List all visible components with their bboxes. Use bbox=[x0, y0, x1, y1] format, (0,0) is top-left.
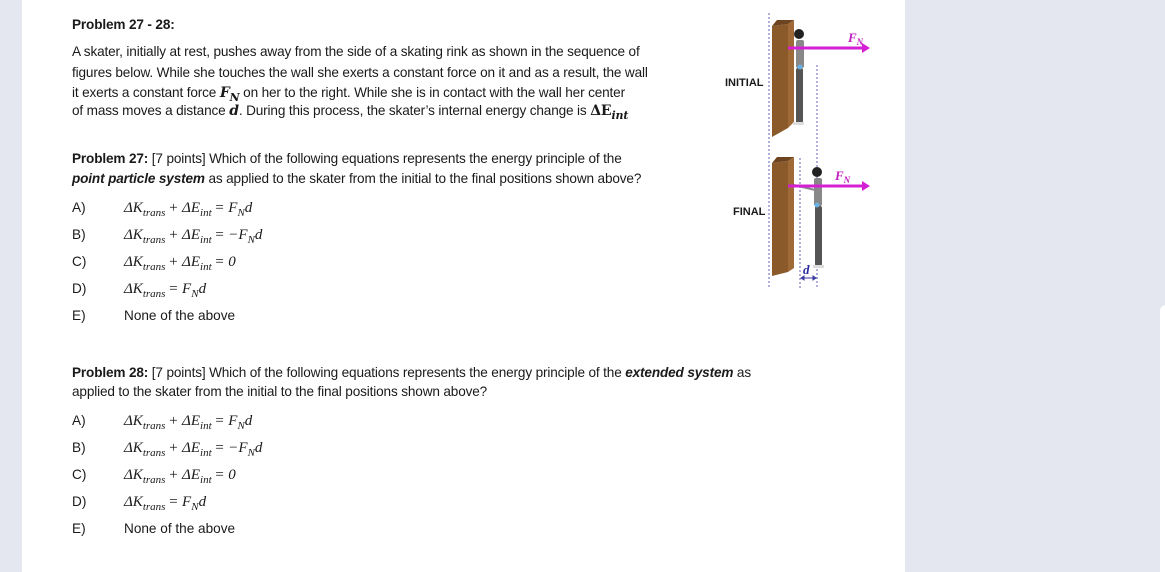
intro-text: of mass moves a distance bbox=[72, 103, 230, 118]
option-label: A) bbox=[72, 200, 86, 215]
skater-figure bbox=[720, 10, 870, 295]
equation-subscript: int bbox=[200, 207, 215, 219]
equation-subscript: trans bbox=[142, 288, 169, 300]
equation-subscript: int bbox=[200, 261, 215, 273]
option-equation bbox=[124, 254, 236, 271]
distance-label: d bbox=[803, 262, 810, 277]
option-text: None of the above bbox=[124, 521, 236, 536]
problem-heading: Problem 27 - 28: bbox=[72, 17, 175, 32]
distance-symbol: d bbox=[229, 103, 239, 119]
equation-term: d bbox=[254, 440, 263, 456]
option-equation bbox=[124, 200, 252, 217]
equation-term: d bbox=[254, 227, 263, 243]
option-label: B) bbox=[72, 440, 86, 455]
option-label: B) bbox=[72, 227, 86, 242]
adjacent-panel-edge bbox=[1160, 305, 1165, 572]
equation-subscript: trans bbox=[142, 474, 169, 486]
equation-term: ΔK bbox=[124, 413, 143, 429]
equation-term: + ΔE bbox=[168, 254, 201, 270]
intro-line-3 bbox=[72, 85, 625, 104]
equation-subscript: int bbox=[200, 420, 215, 432]
option-text: None of the above bbox=[124, 308, 236, 323]
wall-initial bbox=[772, 20, 794, 137]
equation-term: = F bbox=[214, 413, 238, 429]
equation-term: + ΔE bbox=[168, 440, 201, 456]
equation-term: = 0 bbox=[214, 254, 236, 270]
problem-28-line-2: applied to the skater from the initial to the final positions shown above? bbox=[72, 384, 488, 399]
option-label: E) bbox=[72, 308, 86, 323]
option-equation bbox=[124, 440, 262, 457]
option-equation bbox=[124, 467, 236, 484]
equation-term: ΔK bbox=[124, 281, 143, 297]
equation-term: = F bbox=[168, 281, 192, 297]
equation-subscript: trans bbox=[142, 234, 169, 246]
equation-term: = F bbox=[168, 494, 192, 510]
equation-subscript: N bbox=[237, 207, 245, 219]
equation-term: d bbox=[198, 281, 207, 297]
intro-line-1: A skater, initially at rest, pushes away from the side of a skating rink as shown in the sequence of bbox=[72, 44, 640, 59]
equation-term: ΔK bbox=[124, 254, 143, 270]
force-label-final: $F_N$ bbox=[835, 168, 851, 185]
equation-subscript: trans bbox=[142, 501, 169, 513]
equation-term: ΔK bbox=[124, 467, 143, 483]
option-label: A) bbox=[72, 413, 86, 428]
energy-subscript: int bbox=[611, 109, 629, 122]
wall-final bbox=[772, 157, 794, 276]
option-label: D) bbox=[72, 494, 87, 509]
equation-subscript: N bbox=[247, 447, 255, 459]
equation-subscript: trans bbox=[142, 207, 169, 219]
problem-28-text: [7 points] Which of the following equations represents the energy principle of the bbox=[148, 365, 626, 380]
option-equation bbox=[124, 281, 206, 298]
equation-term: d bbox=[244, 200, 253, 216]
equation-term: + ΔE bbox=[168, 467, 201, 483]
energy-symbol: ΔE bbox=[590, 103, 612, 119]
final-label: FINAL bbox=[733, 206, 766, 218]
equation-term: = −F bbox=[214, 440, 248, 456]
equation-subscript: trans bbox=[142, 420, 169, 432]
equation-term: ΔK bbox=[124, 200, 143, 216]
equation-subscript: N bbox=[191, 288, 199, 300]
problem-28-emphasis: extended system bbox=[625, 365, 734, 380]
skater-initial bbox=[793, 29, 804, 125]
problem-27-title: Problem 27: bbox=[72, 151, 149, 166]
equation-subscript: trans bbox=[142, 447, 169, 459]
force-subscript: N bbox=[229, 91, 240, 104]
option-label: C) bbox=[72, 254, 87, 269]
problem-27-line-1 bbox=[72, 151, 622, 166]
intro-text: it exerts a constant force bbox=[72, 85, 220, 100]
initial-label: INITIAL bbox=[725, 77, 764, 89]
force-label-initial: $F_N$ bbox=[848, 30, 864, 47]
equation-subscript: int bbox=[200, 447, 215, 459]
option-equation bbox=[124, 227, 262, 244]
problem-28-title: Problem 28: bbox=[72, 365, 149, 380]
option-equation bbox=[124, 494, 206, 511]
equation-subscript: N bbox=[237, 420, 245, 432]
equation-subscript: N bbox=[191, 501, 199, 513]
force-symbol: F bbox=[219, 85, 230, 101]
equation-subscript: int bbox=[200, 474, 215, 486]
equation-term: ΔK bbox=[124, 440, 143, 456]
equation-subscript: trans bbox=[142, 261, 169, 273]
intro-line-4 bbox=[72, 103, 629, 122]
equation-subscript: int bbox=[200, 234, 215, 246]
option-label: E) bbox=[72, 521, 86, 536]
problem-27-text: as applied to the skater from the initial to the final positions shown above? bbox=[204, 171, 642, 186]
skater-final bbox=[794, 167, 824, 268]
problem-27-line-2 bbox=[72, 171, 641, 186]
intro-text: . During this process, the skater’s internal energy change is bbox=[238, 103, 591, 118]
equation-term: = −F bbox=[214, 227, 248, 243]
option-label: D) bbox=[72, 281, 87, 296]
intro-text: on her to the right. While she is in contact with the wall her center bbox=[239, 85, 625, 100]
problem-28-text: as bbox=[733, 365, 751, 380]
problem-27-emphasis: point particle system bbox=[72, 171, 205, 186]
equation-term: + ΔE bbox=[168, 413, 201, 429]
equation-term: d bbox=[244, 413, 253, 429]
equation-term: ΔK bbox=[124, 227, 143, 243]
option-equation bbox=[124, 413, 252, 430]
equation-term: ΔK bbox=[124, 494, 143, 510]
equation-term: + ΔE bbox=[168, 200, 201, 216]
equation-term: d bbox=[198, 494, 207, 510]
equation-subscript: N bbox=[247, 234, 255, 246]
problem-28-line-1 bbox=[72, 365, 751, 380]
equation-term: + ΔE bbox=[168, 227, 201, 243]
option-label: C) bbox=[72, 467, 87, 482]
intro-line-2: figures below. While she touches the wall she exerts a constant force on it and as a result, the wall bbox=[72, 65, 648, 80]
equation-term: = F bbox=[214, 200, 238, 216]
problem-27-text: [7 points] Which of the following equations represents the energy principle of the bbox=[148, 151, 622, 166]
equation-term: = 0 bbox=[214, 467, 236, 483]
